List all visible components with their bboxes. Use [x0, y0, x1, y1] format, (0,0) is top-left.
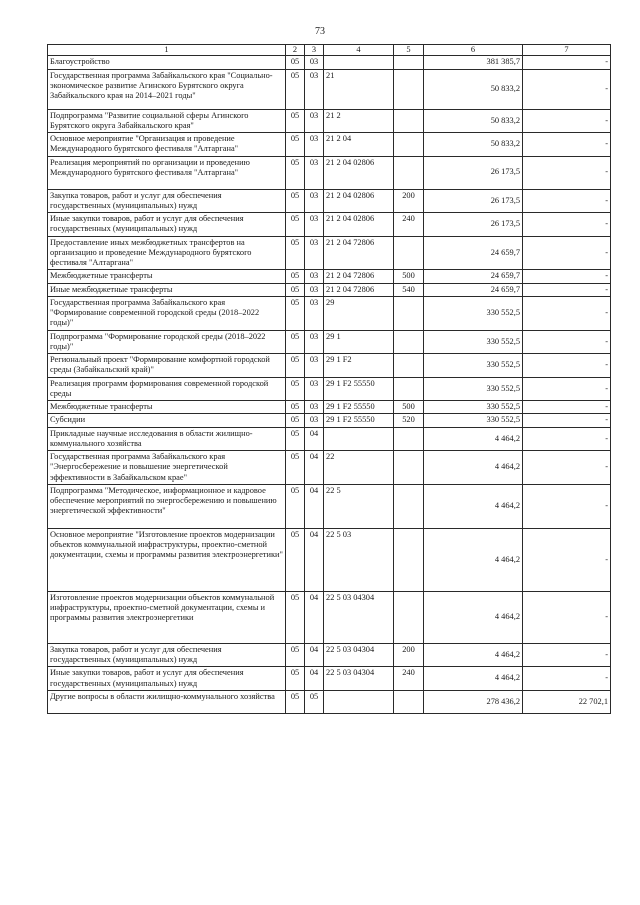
target-article-code: [324, 690, 394, 713]
section-code: 05: [286, 484, 305, 528]
subsection-code: 03: [305, 377, 324, 401]
row-name: Основное мероприятие "Организация и проведение Международного бурятского фестиваля "Алтаргана": [48, 133, 286, 157]
section-code: 05: [286, 354, 305, 378]
secondary-value: 22 702,1: [523, 690, 611, 713]
table-row: [48, 189, 611, 213]
section-code: 05: [286, 401, 305, 414]
section-code: 05: [286, 643, 305, 667]
section-code: 05: [286, 414, 305, 427]
row-name: Изготовление проектов модернизации объектов коммунальной инфраструктуры, проектно-сметной документации, схемы и программы развития электроэнергетики: [48, 591, 286, 643]
section-code: 05: [286, 690, 305, 713]
amount-value: 4 464,2: [424, 484, 523, 528]
section-code: 05: [286, 133, 305, 157]
expense-type-code: 520: [394, 414, 424, 427]
target-article-code: 22: [324, 451, 394, 485]
secondary-value: -: [523, 156, 611, 189]
expense-type-code: [394, 236, 424, 270]
amount-value: 330 552,5: [424, 296, 523, 330]
secondary-value: -: [523, 189, 611, 213]
expense-type-code: 200: [394, 643, 424, 667]
target-article-code: [324, 56, 394, 69]
row-name: Иные закупки товаров, работ и услуг для обеспечения государственных (муниципальных) нужд: [48, 213, 286, 237]
secondary-value: -: [523, 109, 611, 133]
secondary-value: -: [523, 236, 611, 270]
expense-type-code: 240: [394, 667, 424, 691]
amount-value: 26 173,5: [424, 213, 523, 237]
subsection-code: 03: [305, 270, 324, 283]
section-code: 05: [286, 667, 305, 691]
row-name: Предоставление иных межбюджетных трансфертов на организацию и проведение Международного бурятского фестиваля "Алтаргана": [48, 236, 286, 270]
secondary-value: -: [523, 401, 611, 414]
amount-value: 330 552,5: [424, 354, 523, 378]
section-code: 05: [286, 528, 305, 591]
expense-type-code: [394, 56, 424, 69]
section-code: 05: [286, 270, 305, 283]
subsection-code: 03: [305, 354, 324, 378]
budget-table: [47, 44, 611, 714]
row-name: Подпрограмма "Формирование городской среды (2018–2022 годы)": [48, 330, 286, 354]
amount-value: 4 464,2: [424, 667, 523, 691]
secondary-value: -: [523, 69, 611, 109]
column-header: 7: [523, 45, 611, 56]
column-number-row: [48, 45, 611, 56]
row-name: Основное мероприятие "Изготовление проектов модернизации объектов коммунальной инфраструктуры, проектно-сметной документации, схемы и программы развития электроэнергетики": [48, 528, 286, 591]
target-article-code: 22 5 03 04304: [324, 667, 394, 691]
subsection-code: 03: [305, 69, 324, 109]
subsection-code: 03: [305, 401, 324, 414]
section-code: 05: [286, 69, 305, 109]
secondary-value: -: [523, 377, 611, 401]
expense-type-code: [394, 354, 424, 378]
secondary-value: -: [523, 643, 611, 667]
subsection-code: 04: [305, 591, 324, 643]
target-article-code: 21 2 04 72806: [324, 270, 394, 283]
row-name: Государственная программа Забайкальского края "Энергосбережение и повышение энергетической эффективности в Забайкальском крае": [48, 451, 286, 485]
expense-type-code: [394, 528, 424, 591]
amount-value: 50 833,2: [424, 109, 523, 133]
row-name: Подпрограмма "Развитие социальной сферы Агинского Бурятского округа Забайкальского края": [48, 109, 286, 133]
subsection-code: 04: [305, 643, 324, 667]
subsection-code: 04: [305, 667, 324, 691]
table-row: [48, 109, 611, 133]
section-code: 05: [286, 296, 305, 330]
row-name: Межбюджетные трансферты: [48, 401, 286, 414]
row-name: Подпрограмма "Методическое, информационное и кадровое обеспечение мероприятий по энергосбережению и повышению энергетической эффективности": [48, 484, 286, 528]
column-header: 2: [286, 45, 305, 56]
amount-value: 50 833,2: [424, 69, 523, 109]
table-row: [48, 377, 611, 401]
table-row: [48, 56, 611, 69]
secondary-value: -: [523, 451, 611, 485]
section-code: 05: [286, 377, 305, 401]
expense-type-code: [394, 451, 424, 485]
expense-type-code: [394, 690, 424, 713]
expense-type-code: [394, 296, 424, 330]
amount-value: 24 659,7: [424, 283, 523, 296]
column-header: 3: [305, 45, 324, 56]
subsection-code: 03: [305, 330, 324, 354]
table-row: [48, 643, 611, 667]
subsection-code: 04: [305, 451, 324, 485]
expense-type-code: [394, 484, 424, 528]
secondary-value: -: [523, 484, 611, 528]
amount-value: 4 464,2: [424, 643, 523, 667]
target-article-code: 22 5: [324, 484, 394, 528]
table-row: [48, 451, 611, 485]
target-article-code: 22 5 03: [324, 528, 394, 591]
row-name: Прикладные научные исследования в области жилищно-коммунального хозяйства: [48, 427, 286, 451]
expense-type-code: [394, 156, 424, 189]
expense-type-code: [394, 109, 424, 133]
amount-value: 278 436,2: [424, 690, 523, 713]
budget-table-body: [48, 56, 611, 714]
target-article-code: 22 5 03 04304: [324, 643, 394, 667]
secondary-value: -: [523, 283, 611, 296]
subsection-code: 04: [305, 427, 324, 451]
target-article-code: 29 1 F2 55550: [324, 401, 394, 414]
table-row: [48, 213, 611, 237]
section-code: 05: [286, 591, 305, 643]
secondary-value: -: [523, 667, 611, 691]
column-header: 5: [394, 45, 424, 56]
subsection-code: 04: [305, 484, 324, 528]
table-row: [48, 690, 611, 713]
page-number: 73: [315, 26, 325, 37]
target-article-code: [324, 427, 394, 451]
table-row: [48, 414, 611, 427]
subsection-code: 03: [305, 296, 324, 330]
section-code: 05: [286, 330, 305, 354]
table-row: [48, 69, 611, 109]
subsection-code: 03: [305, 283, 324, 296]
subsection-code: 03: [305, 156, 324, 189]
table-row: [48, 528, 611, 591]
secondary-value: -: [523, 414, 611, 427]
amount-value: 330 552,5: [424, 401, 523, 414]
secondary-value: -: [523, 213, 611, 237]
expense-type-code: [394, 330, 424, 354]
table-row: [48, 296, 611, 330]
row-name: Субсидии: [48, 414, 286, 427]
row-name: Государственная программа Забайкальского края "Формирование современной городской среды (2018–2022 годы)": [48, 296, 286, 330]
table-row: [48, 270, 611, 283]
amount-value: 330 552,5: [424, 377, 523, 401]
amount-value: 330 552,5: [424, 330, 523, 354]
table-row: [48, 591, 611, 643]
target-article-code: 29 1 F2 55550: [324, 377, 394, 401]
row-name: Другие вопросы в области жилищно-коммунального хозяйства: [48, 690, 286, 713]
section-code: 05: [286, 109, 305, 133]
amount-value: 26 173,5: [424, 189, 523, 213]
target-article-code: 21 2: [324, 109, 394, 133]
target-article-code: 21: [324, 69, 394, 109]
table-row: [48, 236, 611, 270]
expense-type-code: [394, 591, 424, 643]
column-header: 1: [48, 45, 286, 56]
secondary-value: -: [523, 330, 611, 354]
target-article-code: 22 5 03 04304: [324, 591, 394, 643]
row-name: Межбюджетные трансферты: [48, 270, 286, 283]
secondary-value: -: [523, 591, 611, 643]
expense-type-code: [394, 427, 424, 451]
secondary-value: -: [523, 270, 611, 283]
row-name: Региональный проект "Формирование комфортной городской среды (Забайкальский край)": [48, 354, 286, 378]
expense-type-code: [394, 133, 424, 157]
expense-type-code: [394, 377, 424, 401]
amount-value: 330 552,5: [424, 414, 523, 427]
target-article-code: 29 1 F2: [324, 354, 394, 378]
table-row: [48, 354, 611, 378]
target-article-code: 21 2 04 02806: [324, 189, 394, 213]
subsection-code: 05: [305, 690, 324, 713]
target-article-code: 21 2 04 72806: [324, 283, 394, 296]
subsection-code: 03: [305, 133, 324, 157]
section-code: 05: [286, 189, 305, 213]
subsection-code: 03: [305, 213, 324, 237]
amount-value: 50 833,2: [424, 133, 523, 157]
table-row: [48, 484, 611, 528]
subsection-code: 04: [305, 528, 324, 591]
column-header: 4: [324, 45, 394, 56]
target-article-code: 21 2 04 02806: [324, 213, 394, 237]
target-article-code: 21 2 04 02806: [324, 156, 394, 189]
row-name: Иные межбюджетные трансферты: [48, 283, 286, 296]
table-row: [48, 427, 611, 451]
amount-value: 24 659,7: [424, 270, 523, 283]
amount-value: 4 464,2: [424, 451, 523, 485]
column-header: 6: [424, 45, 523, 56]
table-row: [48, 667, 611, 691]
secondary-value: -: [523, 133, 611, 157]
subsection-code: 03: [305, 109, 324, 133]
table-row: [48, 401, 611, 414]
target-article-code: 21 2 04 72806: [324, 236, 394, 270]
secondary-value: -: [523, 296, 611, 330]
section-code: 05: [286, 56, 305, 69]
row-name: Закупка товаров, работ и услуг для обеспечения государственных (муниципальных) нужд: [48, 189, 286, 213]
expense-type-code: 500: [394, 401, 424, 414]
amount-value: 24 659,7: [424, 236, 523, 270]
target-article-code: 29 1 F2 55550: [324, 414, 394, 427]
section-code: 05: [286, 427, 305, 451]
target-article-code: 29: [324, 296, 394, 330]
expense-type-code: 540: [394, 283, 424, 296]
amount-value: 4 464,2: [424, 427, 523, 451]
secondary-value: -: [523, 56, 611, 69]
amount-value: 4 464,2: [424, 591, 523, 643]
subsection-code: 03: [305, 189, 324, 213]
amount-value: 26 173,5: [424, 156, 523, 189]
secondary-value: -: [523, 354, 611, 378]
table-row: [48, 283, 611, 296]
row-name: Благоустройство: [48, 56, 286, 69]
amount-value: 4 464,2: [424, 528, 523, 591]
row-name: Государственная программа Забайкальского края "Социально-экономическое развитие Агинского Бурятского округа Забайкальского края на 2014–2021 годы": [48, 69, 286, 109]
section-code: 05: [286, 451, 305, 485]
table-row: [48, 133, 611, 157]
subsection-code: 03: [305, 236, 324, 270]
row-name: Закупка товаров, работ и услуг для обеспечения государственных (муниципальных) нужд: [48, 643, 286, 667]
target-article-code: 21 2 04: [324, 133, 394, 157]
row-name: Реализация мероприятий по организации и проведению Международного бурятского фестиваля "Алтаргана": [48, 156, 286, 189]
expense-type-code: 240: [394, 213, 424, 237]
table-row: [48, 330, 611, 354]
row-name: Реализация программ формирования современной городской среды: [48, 377, 286, 401]
subsection-code: 03: [305, 56, 324, 69]
row-name: Иные закупки товаров, работ и услуг для обеспечения государственных (муниципальных) нужд: [48, 667, 286, 691]
expense-type-code: [394, 69, 424, 109]
target-article-code: 29 1: [324, 330, 394, 354]
section-code: 05: [286, 213, 305, 237]
amount-value: 381 385,7: [424, 56, 523, 69]
section-code: 05: [286, 283, 305, 296]
table-row: [48, 156, 611, 189]
secondary-value: -: [523, 528, 611, 591]
expense-type-code: 200: [394, 189, 424, 213]
secondary-value: -: [523, 427, 611, 451]
section-code: 05: [286, 236, 305, 270]
expense-type-code: 500: [394, 270, 424, 283]
section-code: 05: [286, 156, 305, 189]
subsection-code: 03: [305, 414, 324, 427]
